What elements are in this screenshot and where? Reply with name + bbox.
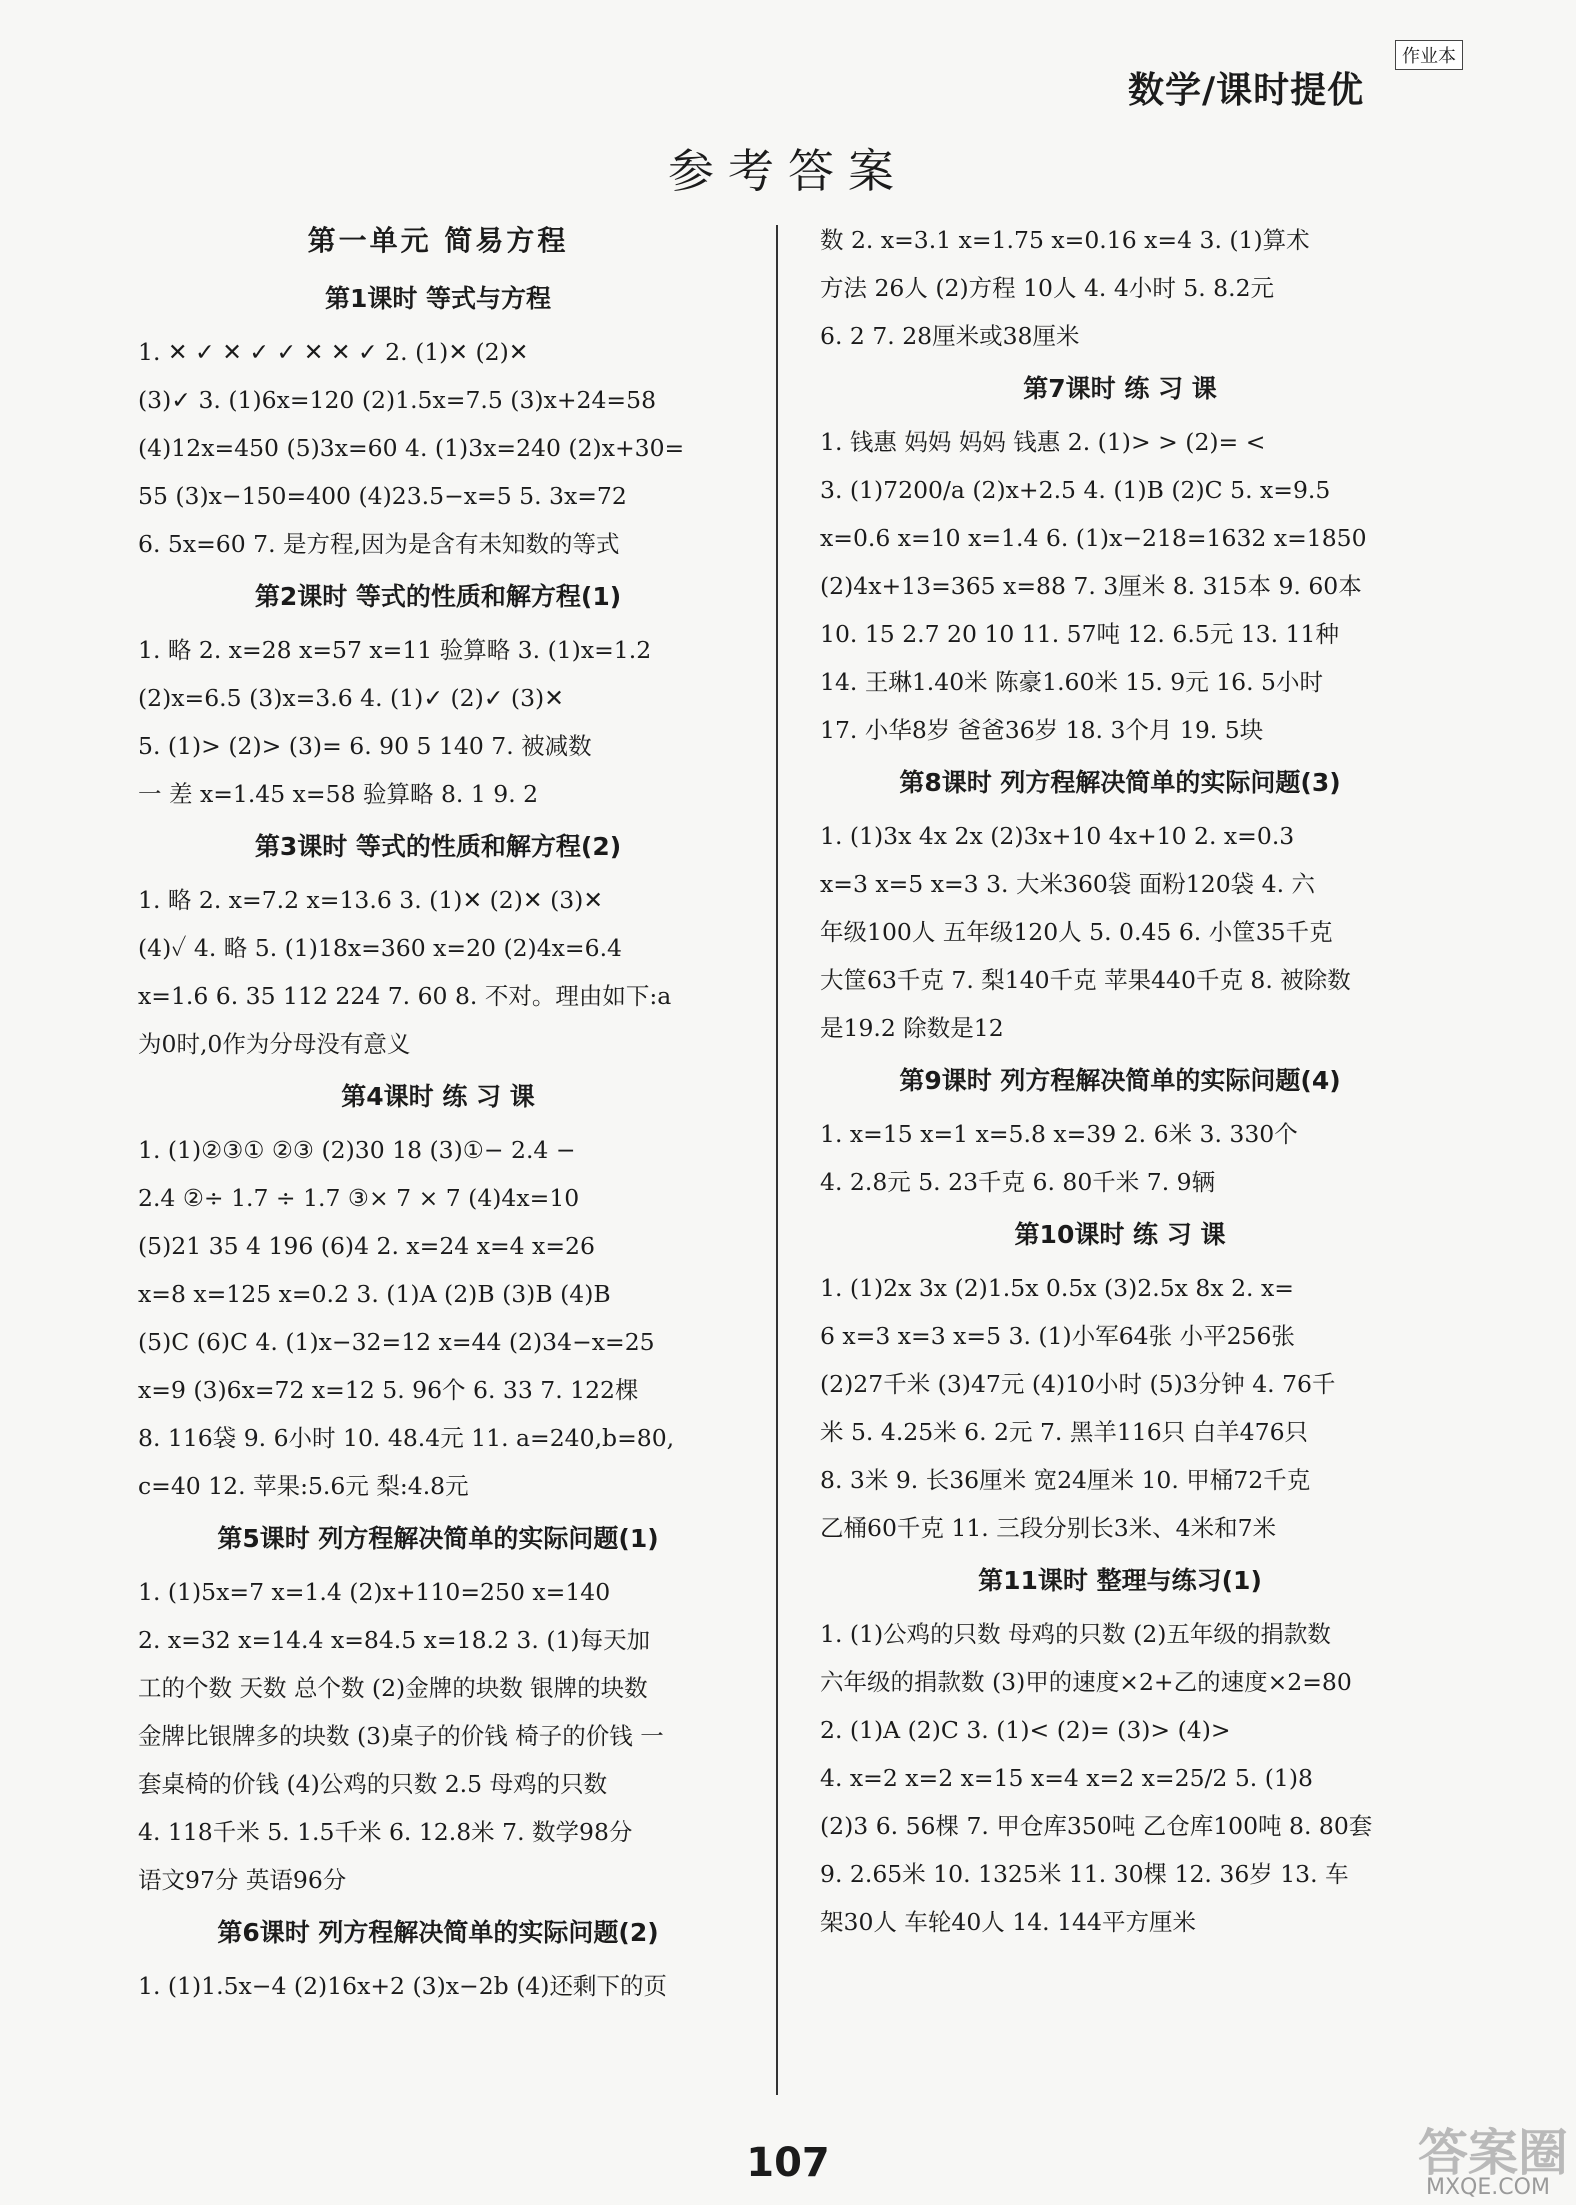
answer-line: x=0.6 x=10 x=1.4 6. (1)x−218=1632 x=1850: [820, 524, 1367, 552]
answer-line: 1. (1)公鸡的只数 母鸡的只数 (2)五年级的捐款数: [820, 1620, 1331, 1648]
header-brand: 数学/课时提优: [1128, 70, 1365, 111]
answer-line: x=8 x=125 x=0.2 3. (1)A (2)B (3)B (4)B: [138, 1280, 611, 1308]
answer-line: 1. (1)1.5x−4 (2)16x+2 (3)x−2b (4)还剩下的页: [138, 1972, 667, 2000]
answer-line: x=9 (3)6x=72 x=12 5. 96个 6. 33 7. 122棵: [138, 1376, 639, 1404]
answer-line: 一 差 x=1.45 x=58 验算略 8. 1 9. 2: [138, 780, 539, 808]
answer-line: 8. 116袋 9. 6小时 10. 48.4元 11. a=240,b=80,: [138, 1424, 675, 1452]
answer-line: 3. (1)7200/a (2)x+2.5 4. (1)B (2)C 5. x=9.5: [820, 476, 1331, 504]
column-divider: [776, 225, 778, 2095]
watermark-logo: 答案圈: [1418, 2124, 1568, 2182]
answer-line: 方法 26人 (2)方程 10人 4. 4小时 5. 8.2元: [820, 274, 1275, 302]
answer-line: 1. (1)5x=7 x=1.4 (2)x+110=250 x=140: [138, 1578, 611, 1606]
answer-line: 套桌椅的价钱 (4)公鸡的只数 2.5 母鸡的只数: [138, 1770, 608, 1798]
answer-line: x=3 x=5 x=3 3. 大米360袋 面粉120袋 4. 六: [820, 870, 1316, 898]
lesson-heading: 第6课时 列方程解决简单的实际问题(2): [217, 1918, 659, 1947]
answer-line: 2.4 ②÷ 1.7 ÷ 1.7 ③× 7 × 7 (4)4x=10: [138, 1184, 580, 1212]
lesson-heading: 第3课时 等式的性质和解方程(2): [254, 832, 622, 861]
answer-line: 米 5. 4.25米 6. 2元 7. 黑羊116只 白羊476只: [820, 1418, 1309, 1446]
answer-line: 6 x=3 x=3 x=5 3. (1)小军64张 小平256张: [820, 1322, 1295, 1350]
answer-line: (2)4x+13=365 x=88 7. 3厘米 8. 315本 9. 60本: [820, 572, 1362, 600]
answer-line: 1. ✕ ✓ ✕ ✓ ✓ ✕ ✕ ✓ 2. (1)✕ (2)✕: [138, 338, 529, 366]
page-number: 107: [746, 2140, 830, 2186]
answer-line: 4. 2.8元 5. 23千克 6. 80千米 7. 9辆: [820, 1168, 1216, 1196]
lesson-heading: 第7课时 练 习 课: [1023, 374, 1217, 403]
answer-line: 数 2. x=3.1 x=1.75 x=0.16 x=4 3. (1)算术: [820, 226, 1310, 254]
answer-line: (2)x=6.5 (3)x=3.6 4. (1)✓ (2)✓ (3)✕: [138, 684, 564, 712]
answer-line: (4)✓ 4. 略 5. (1)18x=360 x=20 (2)4x=6.4: [138, 934, 622, 962]
page-title: 参考答案: [668, 144, 908, 198]
answer-line: 为0时,0作为分母没有意义: [138, 1030, 411, 1058]
answer-line: 5. (1)> (2)> (3)= 6. 90 5 140 7. 被减数: [138, 732, 592, 760]
answer-line: 2. (1)A (2)C 3. (1)< (2)= (3)> (4)>: [820, 1716, 1231, 1744]
answer-line: (5)21 35 4 196 (6)4 2. x=24 x=4 x=26: [138, 1232, 595, 1260]
answer-line: 1. (1)3x 4x 2x (2)3x+10 4x+10 2. x=0.3: [820, 822, 1295, 850]
answer-line: 乙桶60千克 11. 三段分别长3米、4米和7米: [820, 1514, 1277, 1542]
answer-line: 1. 钱惠 妈妈 妈妈 钱惠 2. (1)> > (2)= <: [820, 428, 1266, 456]
answer-line: 14. 王琳1.40米 陈豪1.60米 15. 9元 16. 5小时: [820, 668, 1323, 696]
answer-line: 2. x=32 x=14.4 x=84.5 x=18.2 3. (1)每天加: [138, 1626, 651, 1654]
answer-line: 金牌比银牌多的块数 (3)桌子的价钱 椅子的价钱 一: [138, 1722, 664, 1750]
answer-line: 4. 118千米 5. 1.5千米 6. 12.8米 7. 数学98分: [138, 1818, 633, 1846]
lesson-heading: 第10课时 练 习 课: [1014, 1220, 1226, 1249]
answer-line: (5)C (6)C 4. (1)x−32=12 x=44 (2)34−x=25: [138, 1328, 655, 1356]
answer-line: 10. 15 2.7 20 10 11. 57吨 12. 6.5元 13. 11种: [820, 620, 1339, 648]
answer-line: 55 (3)x−150=400 (4)23.5−x=5 5. 3x=72: [138, 482, 627, 510]
lesson-heading: 第11课时 整理与练习(1): [978, 1566, 1262, 1595]
answer-line: (2)3 6. 56棵 7. 甲仓库350吨 乙仓库100吨 8. 80套: [820, 1812, 1373, 1840]
answer-line: 1. (1)②③① ②③ (2)30 18 (3)①− 2.4 −: [138, 1136, 576, 1164]
lesson-heading: 第8课时 列方程解决简单的实际问题(3): [899, 768, 1341, 797]
answer-line: 17. 小华8岁 爸爸36岁 18. 3个月 19. 5块: [820, 716, 1264, 744]
answer-line: 1. x=15 x=1 x=5.8 x=39 2. 6米 3. 330个: [820, 1120, 1298, 1148]
answer-line: 6. 5x=60 7. 是方程,因为是含有未知数的等式: [138, 530, 620, 558]
watermark-url: MXQE.COM: [1426, 2175, 1550, 2200]
lesson-heading: 第5课时 列方程解决简单的实际问题(1): [217, 1524, 659, 1553]
answer-line: 9. 2.65米 10. 1325米 11. 30棵 12. 36岁 13. 车: [820, 1860, 1349, 1888]
answer-line: 1. 略 2. x=28 x=57 x=11 验算略 3. (1)x=1.2: [138, 636, 652, 664]
answer-line: 年级100人 五年级120人 5. 0.45 6. 小筐35千克: [820, 918, 1333, 946]
answer-line: 6. 2 7. 28厘米或38厘米: [820, 322, 1080, 350]
lesson-heading: 第1课时 等式与方程: [324, 284, 552, 313]
answer-line: 4. x=2 x=2 x=15 x=4 x=2 x=25/2 5. (1)8: [820, 1764, 1313, 1792]
answer-line: (3)✓ 3. (1)6x=120 (2)1.5x=7.5 (3)x+24=58: [138, 386, 657, 414]
answer-line: 语文97分 英语96分: [138, 1866, 347, 1894]
answer-line: (2)27千米 (3)47元 (4)10小时 (5)3分钟 4. 76千: [820, 1370, 1336, 1398]
answer-line: x=1.6 6. 35 112 224 7. 60 8. 不对。理由如下:a: [138, 982, 672, 1010]
unit-heading: 第一单元 简易方程: [307, 224, 569, 257]
header-tag: 作业本: [1395, 40, 1463, 70]
answer-line: 是19.2 除数是12: [820, 1014, 1004, 1042]
lesson-heading: 第2课时 等式的性质和解方程(1): [254, 582, 622, 611]
answer-line: 六年级的捐款数 (3)甲的速度×2+乙的速度×2=80: [820, 1668, 1352, 1696]
answer-line: c=40 12. 苹果:5.6元 梨:4.8元: [138, 1472, 469, 1500]
right-column: [820, 216, 1420, 1946]
left-column: [138, 212, 738, 2010]
answer-line: 1. 略 2. x=7.2 x=13.6 3. (1)✕ (2)✕ (3)✕: [138, 886, 604, 914]
answer-line: 1. (1)2x 3x (2)1.5x 0.5x (3)2.5x 8x 2. x=: [820, 1274, 1294, 1302]
answer-line: 工的个数 天数 总个数 (2)金牌的块数 银牌的块数: [138, 1674, 648, 1702]
answer-line: 8. 3米 9. 长36厘米 宽24厘米 10. 甲桶72千克: [820, 1466, 1311, 1494]
lesson-heading: 第9课时 列方程解决简单的实际问题(4): [899, 1066, 1341, 1095]
answer-line: (4)12x=450 (5)3x=60 4. (1)3x=240 (2)x+30=: [138, 434, 685, 462]
answer-line: 架30人 车轮40人 14. 144平方厘米: [820, 1908, 1196, 1936]
answer-line: 大筐63千克 7. 梨140千克 苹果440千克 8. 被除数: [820, 966, 1351, 994]
lesson-heading: 第4课时 练 习 课: [341, 1082, 535, 1111]
